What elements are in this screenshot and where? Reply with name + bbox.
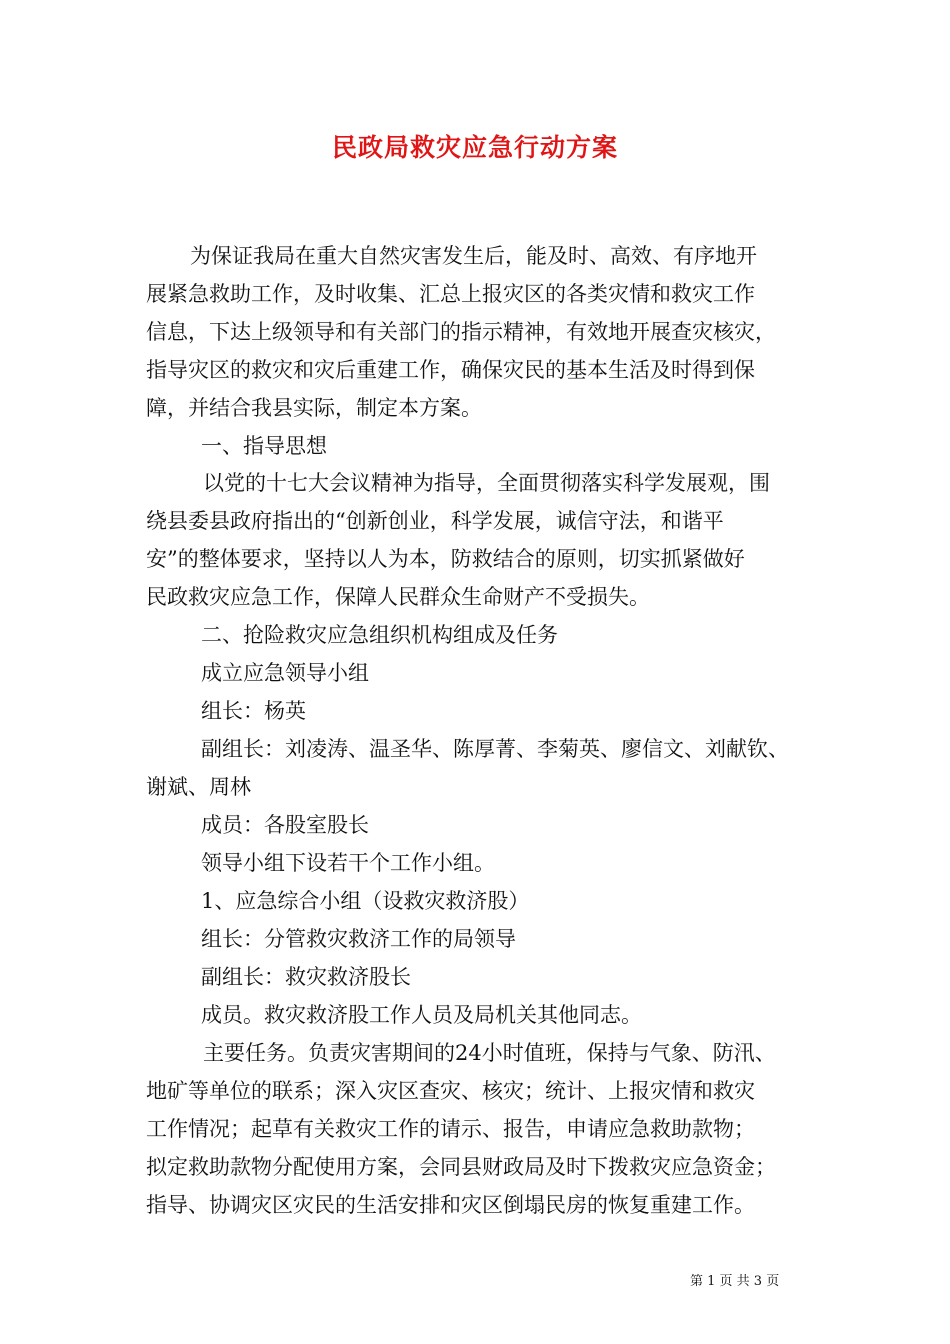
paragraph-line: 障，并结合我县实际，制定本方案。 xyxy=(146,396,482,420)
section-heading: 一、指导思想 xyxy=(201,434,327,458)
paragraph-line: 信息，下达上级领导和有关部门的指示精神，有效地开展查灾核灾， xyxy=(146,320,776,344)
paragraph-line: 工作情况；起草有关救灾工作的请示、报告，申请应急救助款物； xyxy=(146,1117,755,1141)
paragraph-line: 成员。救灾救济股工作人员及局机关其他同志。 xyxy=(201,1003,642,1027)
paragraph-line: 组长：分管救灾救济工作的局领导 xyxy=(201,927,516,951)
paragraph-line: 副组长：救灾救济股长 xyxy=(201,965,411,989)
paragraph-line: 展紧急救助工作，及时收集、汇总上报灾区的各类灾情和救灾工作 xyxy=(146,282,755,306)
document-title: 民政局救灾应急行动方案 xyxy=(331,133,618,162)
paragraph-line: 领导小组下设若干个工作小组。 xyxy=(201,851,495,875)
paragraph-line: 地矿等单位的联系；深入灾区查灾、核灾；统计、上报灾情和救灾 xyxy=(146,1079,755,1103)
section-heading: 1、应急综合小组（设救灾救济股） xyxy=(201,889,530,913)
paragraph-line: 副组长：刘凌涛、温圣华、陈厚菁、李菊英、廖信文、刘献钦、 xyxy=(201,737,789,761)
paragraph-line: 谢斌、周林 xyxy=(146,775,251,799)
paragraph-line: 拟定救助款物分配使用方案，会同县财政局及时下拨救灾应急资金； xyxy=(146,1155,776,1179)
paragraph-line: 为保证我局在重大自然灾害发生后，能及时、高效、有序地开 xyxy=(190,244,757,268)
paragraph-line: 组长：杨英 xyxy=(201,699,306,723)
section-heading: 二、抢险救灾应急组织机构组成及任务 xyxy=(201,623,558,647)
paragraph-line: 安”的整体要求，坚持以人为本，防救结合的原则，切实抓紧做好 xyxy=(146,547,745,571)
paragraph-line: 绕县委县政府指出的“创新创业，科学发展，诚信守法，和谐平 xyxy=(146,509,724,533)
paragraph-line: 民政救灾应急工作，保障人民群众生命财产不受损失。 xyxy=(146,585,650,609)
paragraph-line: 主要任务。负责灾害期间的24小时值班，保持与气象、防汛、 xyxy=(203,1041,776,1065)
paragraph-line: 成员：各股室股长 xyxy=(201,813,369,837)
paragraph-line: 指导、协调灾区灾民的生活安排和灾区倒塌民房的恢复重建工作。 xyxy=(146,1193,755,1217)
paragraph-line: 成立应急领导小组 xyxy=(201,661,369,685)
page-number: 第 1 页 共 3 页 xyxy=(690,1274,780,1289)
paragraph-line: 以党的十七大会议精神为指导，全面贯彻落实科学发展观，围 xyxy=(203,471,770,495)
paragraph-line: 指导灾区的救灾和灾后重建工作，确保灾民的基本生活及时得到保 xyxy=(146,358,755,382)
